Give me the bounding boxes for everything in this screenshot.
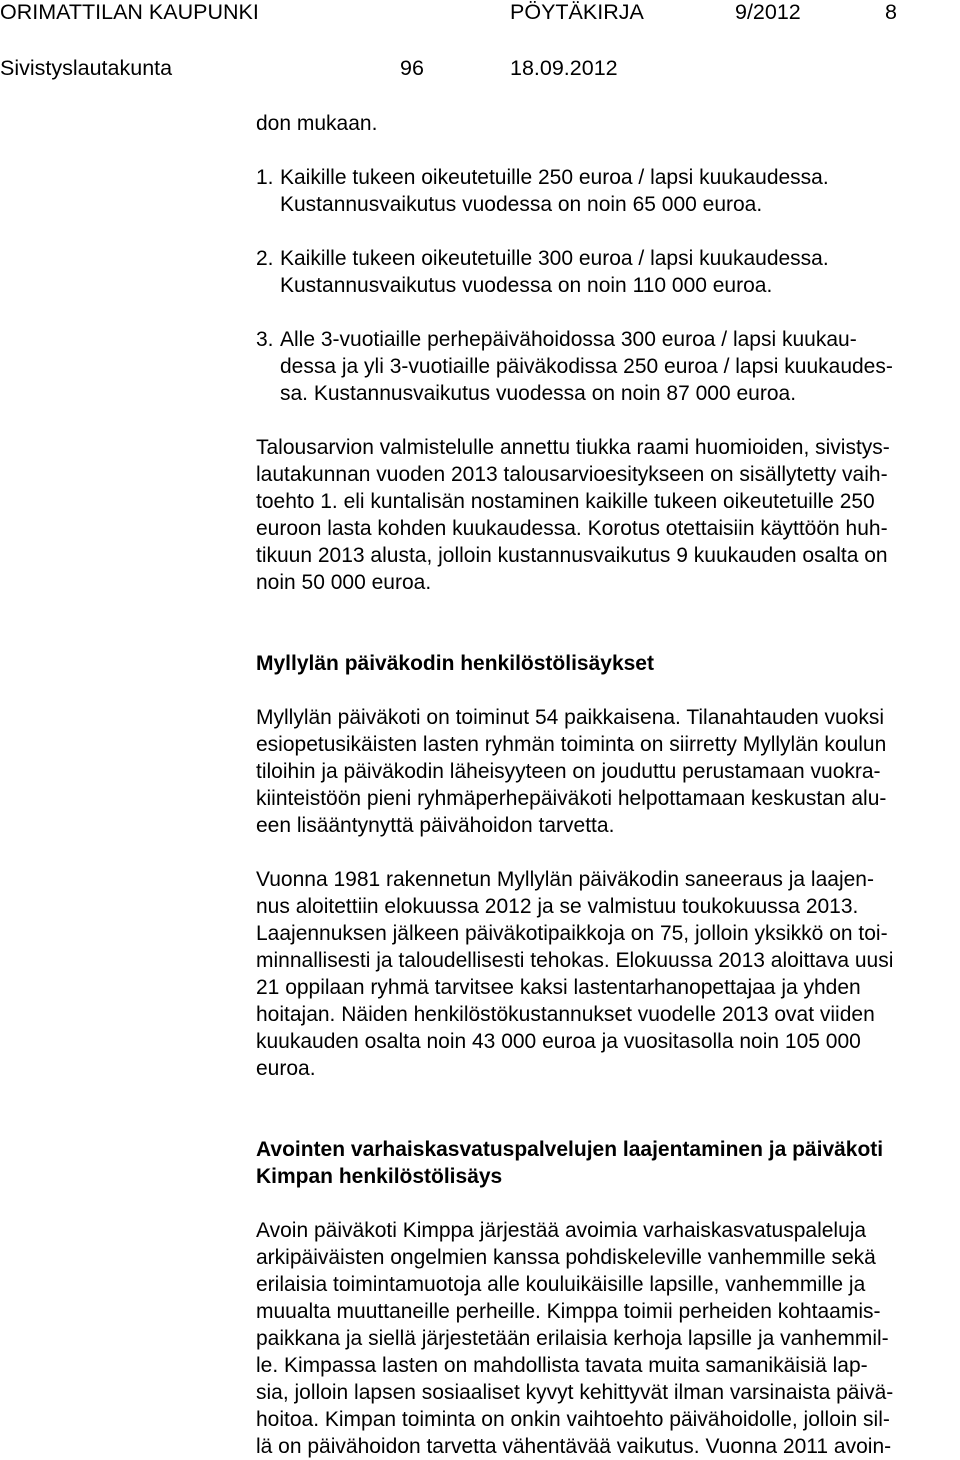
paragraph-line: een lisääntynyttä päivähoidon tarvetta. <box>256 814 615 837</box>
page-header <box>0 0 960 90</box>
heading-line: Avointen varhaiskasvatuspalvelujen laajentaminen ja päiväkoti <box>256 1138 884 1161</box>
kimppa-paragraph-1 <box>256 1217 956 1460</box>
header-doc-number: 9/2012 <box>735 0 801 24</box>
myllyla-paragraph-1 <box>256 704 956 839</box>
paragraph-line: euroa. <box>256 1057 316 1080</box>
paragraph-line: lä on päivähoidon tarvetta vähentävää vaikutus. Vuonna 2011 avoin- <box>256 1435 892 1458</box>
option-2 <box>256 245 956 299</box>
paragraph-line: muualta muuttaneille perheille. Kimppa toimii perheiden kohtaamis- <box>256 1300 881 1323</box>
paragraph-line: Myllylän päiväkoti on toiminut 54 paikkaisena. Tilanahtauden vuoksi <box>256 706 885 729</box>
paragraph-line: toehto 1. eli kuntalisän nostaminen kaikille tukeen oikeutetuille 250 <box>256 490 875 513</box>
paragraph-line: noin 50 000 euroa. <box>256 571 432 594</box>
paragraph-line: erilaisia toimintamuotoja alle kouluikäisille lapsille, vanhemmille ja <box>256 1273 866 1296</box>
option-number: 1. <box>256 166 274 189</box>
option-text-line: dessa ja yli 3-vuotiaille päiväkodissa 250 euroa / lapsi kuukaudes- <box>280 355 893 378</box>
section-heading-myllyla: Myllylän päiväkodin henkilöstölisäykset <box>256 652 654 675</box>
option-number: 2. <box>256 247 274 270</box>
header-committee: Sivistyslautakunta <box>0 56 173 80</box>
option-3 <box>256 326 956 407</box>
header-doc-type: PÖYTÄKIRJA <box>510 0 644 24</box>
option-1 <box>256 164 956 218</box>
myllyla-paragraph-2 <box>256 866 956 1082</box>
paragraph-line: minnallisesti ja taloudellisesti tehokas. Elokuussa 2013 aloittava uusi <box>256 949 894 972</box>
paragraph-line: Avoin päiväkoti Kimppa järjestää avoimia varhaiskasvatuspaleluja <box>256 1219 867 1242</box>
header-date: 18.09.2012 <box>510 56 618 80</box>
option-text-line: Kustannusvaikutus vuodessa on noin 65 000 euroa. <box>280 193 763 216</box>
document-body <box>256 110 956 1460</box>
header-page-number: 8 <box>885 0 897 24</box>
paragraph-line: le. Kimpassa lasten on mahdollista tavata muita samanikäisiä lap- <box>256 1354 868 1377</box>
paragraph-line: tiloihin ja päiväkodin läheisyyteen on jouduttu perustamaan vuokra- <box>256 760 881 783</box>
section-heading-kimppa <box>256 1136 956 1190</box>
heading-line: Kimpan henkilöstölisäys <box>256 1165 503 1188</box>
paragraph-line: Talousarvion valmistelulle annettu tiukka raami huomioiden, sivistys- <box>256 436 890 459</box>
paragraph-line: hoitoa. Kimpan toiminta on onkin vaihtoehto päivähoidolle, jolloin sil- <box>256 1408 890 1431</box>
header-org: ORIMATTILAN KAUPUNKI <box>0 0 259 24</box>
option-text-line: Kaikille tukeen oikeutetuille 250 euroa / lapsi kuukaudessa. <box>280 166 829 189</box>
paragraph-line: 21 oppilaan ryhmä tarvitsee kaksi lastentarhanopettajaa ja yhden <box>256 976 861 999</box>
paragraph-line: Laajennuksen jälkeen päiväkotipaikkoja on 75, jolloin yksikkö on toi- <box>256 922 888 945</box>
budget-paragraph <box>256 434 956 596</box>
option-text-line: Kustannusvaikutus vuodessa on noin 110 000 euroa. <box>280 274 773 297</box>
intro-line: don mukaan. <box>256 112 378 135</box>
option-text-line: Alle 3-vuotiaille perhepäivähoidossa 300 euroa / lapsi kuukau- <box>280 328 857 351</box>
option-number: 3. <box>256 328 274 351</box>
paragraph-line: lautakunnan vuoden 2013 talousarvioesitykseen on sisällytetty vaih- <box>256 463 888 486</box>
paragraph-line: sia, jolloin lapsen sosiaaliset kyvyt kehittyvät ilman varsinaista päivä- <box>256 1381 894 1404</box>
header-section: 96 <box>400 56 424 80</box>
paragraph-line: nus aloitettiin elokuussa 2012 ja se valmistuu toukokuussa 2013. <box>256 895 859 918</box>
paragraph-line: hoitajan. Näiden henkilöstökustannukset vuodelle 2013 ovat viiden <box>256 1003 875 1026</box>
paragraph-line: kuukauden osalta noin 43 000 euroa ja vuositasolla noin 105 000 <box>256 1030 861 1053</box>
option-text-line: Kaikille tukeen oikeutetuille 300 euroa / lapsi kuukaudessa. <box>280 247 829 270</box>
paragraph-line: euroon lasta kohden kuukaudessa. Korotus otettaisiin käyttöön huh- <box>256 517 888 540</box>
paragraph-line: kiinteistöön pieni ryhmäperhepäiväkoti helpottamaan keskustan alu- <box>256 787 887 810</box>
paragraph-line: tikuun 2013 alusta, jolloin kustannusvaikutus 9 kuukauden osalta on <box>256 544 888 567</box>
paragraph-line: paikkana ja siellä järjestetään erilaisia kerhoja lapsille ja vanhemmil- <box>256 1327 889 1350</box>
paragraph-line: esiopetusikäisten lasten ryhmän toiminta on siirretty Myllylän koulun <box>256 733 887 756</box>
option-text-line: sa. Kustannusvaikutus vuodessa on noin 87 000 euroa. <box>280 382 797 405</box>
paragraph-line: arkipäiväisten ongelmien kanssa pohdiskeleville vanhemmille sekä <box>256 1246 876 1269</box>
paragraph-line: Vuonna 1981 rakennetun Myllylän päiväkodin saneeraus ja laajen- <box>256 868 874 891</box>
